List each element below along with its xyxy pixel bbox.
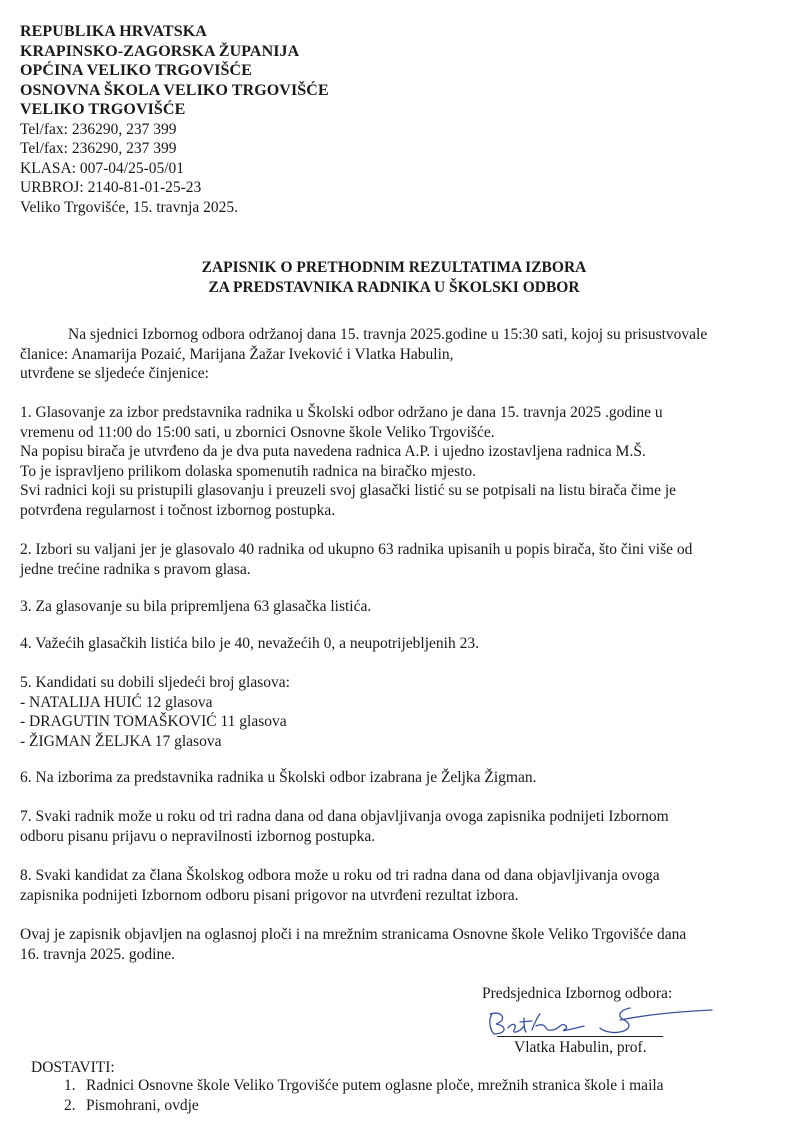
item-7-line: 7. Svaki radnik može u roku od tri radna dana od dana objavljivanja ovoga zapisnika podnijeti Izbornom	[20, 808, 669, 825]
item-1-line: 1. Glasovanje za izbor predstavnika radnika u Školski odbor održano je dana 15. travnja 2025 .godine u	[20, 404, 663, 421]
handwritten-signature-icon	[480, 1000, 720, 1040]
item-2-line: 2. Izbori su valjani jer je glasovalo 40 radnika od ukupno 63 radnika upisanih u popis birača, što čini više od	[20, 541, 693, 558]
item-1	[20, 403, 775, 520]
candidate-entry: - NATALIJA HUIĆ 12 glasova	[20, 693, 213, 711]
intro-line-2: članice: Anamarija Pozaić, Marijana Žažar Iveković i Vlatka Habulin,	[20, 345, 454, 363]
letterhead-republic: REPUBLIKA HRVATSKA	[20, 23, 207, 40]
distribution-item-text: Pismohrani, ovdje	[86, 1096, 199, 1114]
item-3-text: 3. Za glasovanje su bila pripremljena 63 glasačka listića.	[20, 598, 372, 615]
publication-line: 16. travnja 2025. godine.	[20, 945, 175, 963]
place-date: Veliko Trgovišće, 15. travnja 2025.	[20, 198, 238, 216]
intro-paragraph	[20, 325, 775, 384]
letterhead	[20, 22, 329, 217]
item-1-line: To je ispravljeno prilikom dolaska spomenutih radnica na biračko mjesto.	[20, 462, 477, 480]
item-3	[20, 597, 775, 617]
candidate-entry: - DRAGUTIN TOMAŠKOVIĆ 11 glasova	[20, 713, 287, 730]
item-8	[20, 866, 775, 905]
phone-line-1: Tel/fax: 236290, 237 399	[20, 120, 177, 138]
document-title	[0, 258, 788, 297]
item-1-line: potvrđena regularnost i točnost izbornog postupka.	[20, 501, 336, 519]
publication-line: Ovaj je zapisnik objavljen na oglasnoj ploči i na mrežnim stranicama Osnovne škole Veliko Trgovišće dana	[20, 926, 687, 943]
klasa: KLASA: 007-04/25-05/01	[20, 159, 185, 177]
item-7-line: odboru pisanu prijavu o nepravilnosti izbornog postupka.	[20, 827, 376, 845]
distribution-item	[64, 1076, 664, 1096]
distribution-list	[64, 1076, 664, 1115]
item-2-line: jedne trećine radnika s pravom glasa.	[20, 560, 251, 578]
item-2	[20, 540, 775, 579]
letterhead-town: VELIKO TRGOVIŠĆE	[20, 101, 186, 118]
item-7	[20, 807, 775, 846]
item-1-line: Na popisu birača je utvrđeno da je dva puta navedena radnica A.P. i ujedno izostavljena radnica M.Š.	[20, 443, 646, 460]
distribution-heading: DOSTAVITI:	[31, 1059, 115, 1076]
publication-note	[20, 925, 775, 964]
signature-label: Predsjednica Izbornog odbora:	[482, 985, 673, 1002]
item-8-line: zapisnika podnijeti Izbornom odboru pisani prigovor na utvrđeni rezultat izbora.	[20, 886, 519, 904]
signatory-name: Vlatka Habulin, prof.	[514, 1039, 647, 1056]
distribution-item-text: Radnici Osnovne škole Veliko Trgovišće putem oglasne ploče, mrežnih stranica škole i maila	[86, 1077, 664, 1094]
item-1-line: vremenu od 11:00 do 15:00 sati, u zbornici Osnovne škole Veliko Trgovišće.	[20, 423, 495, 441]
item-5-heading: 5. Kandidati su dobili sljedeći broj glasova:	[20, 674, 290, 691]
letterhead-municipality: OPĆINA VELIKO TRGOVIŠĆE	[20, 62, 252, 79]
title-line-1: ZAPISNIK O PRETHODNIM REZULTATIMA IZBORA	[201, 259, 587, 276]
letterhead-county: KRAPINSKO-ZAGORSKA ŽUPANIJA	[20, 42, 300, 60]
title-line-2: ZA PREDSTAVNIKA RADNIKA U ŠKOLSKI ODBOR	[208, 278, 580, 296]
item-1-line: Svi radnici koji su pristupili glasovanju i preuzeli svoj glasački listić su se potpisali na listu birača čime je	[20, 482, 677, 499]
candidate-entry: - ŽIGMAN ŽELJKA 17 glasova	[20, 732, 222, 750]
letterhead-school: OSNOVNA ŠKOLA VELIKO TRGOVIŠĆE	[20, 81, 329, 99]
signature-line	[497, 1036, 663, 1037]
distribution-item-number: 2.	[64, 1096, 76, 1114]
item-4	[20, 634, 775, 654]
item-8-line: 8. Svaki kandidat za člana Školskog odbora može u roku od tri radna dana od dana objavljivanja ovoga	[20, 867, 660, 884]
distribution-item-number: 1.	[64, 1077, 76, 1094]
intro-line-1: Na sjednici Izbornog odbora održanoj dana 15. travnja 2025.godine u 15:30 sati, kojoj su prisustvovale	[68, 326, 708, 343]
item-6-text: 6. Na izborima za predstavnika radnika u Školski odbor izabrana je Željka Žigman.	[20, 769, 537, 786]
item-6	[20, 768, 775, 788]
intro-line-3: utvrđene se sljedeće činjenice:	[20, 365, 209, 382]
item-5	[20, 673, 775, 751]
item-4-text: 4. Važećih glasačkih listića bilo je 40, nevažećih 0, a neupotrijebljenih 23.	[20, 635, 479, 652]
phone-line-2: Tel/fax: 236290, 237 399	[20, 140, 177, 157]
distribution-item	[64, 1096, 664, 1116]
urbroj: URBROJ: 2140-81-01-25-23	[20, 179, 202, 196]
